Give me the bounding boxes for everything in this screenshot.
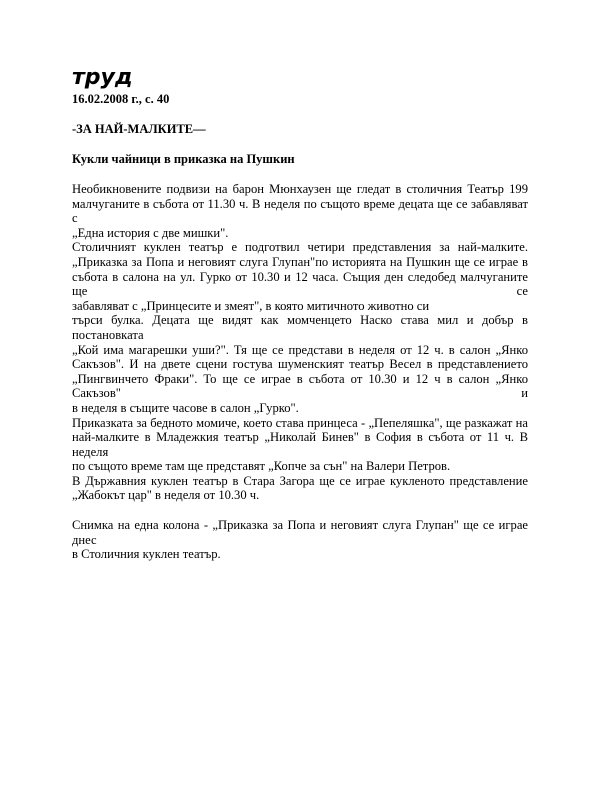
caption-line: Снимка на една колона - „Приказка за Попа и неговият слуга Глупан" ще се играе днес	[72, 518, 528, 547]
logo-wordmark: труд	[72, 66, 133, 90]
body-line: Столичният куклен театър е подготвил четири представления за най-малките.	[72, 240, 528, 255]
body-line: Сакъзов". И на двете сцени гостува шуменският театър Весел в представлението	[72, 357, 528, 372]
body-line: „Кой има магарешки уши?". Тя ще се представи в неделя от 12 ч. в салон „Янко	[72, 342, 528, 357]
body-line: забавляват с „Принцесите и змеят", в която митичното животно си	[72, 298, 430, 313]
article-headline: Кукли чайници в приказка на Пушкин	[72, 152, 295, 166]
date-line: 16.02.2008 г., с. 40	[72, 92, 170, 106]
body-line: в неделя в същите часове в салон „Гурко".	[72, 400, 299, 415]
document-page	[72, 66, 528, 562]
article-body	[72, 182, 528, 503]
body-line: Необикновените подвизи на барон Мюнхаузен ще гледат в столичния Театър 199	[72, 182, 528, 196]
body-line: малчуганите в събота от 11.30 ч. В неделя по същото време децата ще се забавляват с	[72, 196, 528, 226]
body-line: „Приказка за Попа и неговият слуга Глупан"по историята на Пушкин ще се играе в	[72, 254, 528, 269]
caption-line: в Столичния куклен театър.	[72, 547, 221, 562]
body-line: събота в салона на ул. Гурко от 10.30 и 12 часа. Същия ден следобед малчуганите ще се	[72, 269, 528, 299]
trud-logo	[72, 66, 142, 90]
section-rubric: -ЗА НАЙ-МАЛКИТЕ—	[72, 122, 206, 136]
body-line: Приказката за бедното момиче, което става принцеса - „Пепеляшка", ще разкажат на	[72, 415, 528, 430]
photo-caption	[72, 518, 528, 562]
body-line: най-малките в Младежкия театър „Николай Бинев" в София в събота от 11 ч. В неделя	[72, 430, 528, 459]
body-line: „Една история с две мишки".	[72, 225, 229, 240]
body-line: по същото време там ще представят „Копче за сън" на Валери Петров.	[72, 459, 451, 474]
body-line: В Държавния куклен театър в Стара Загора ще се играе кукленото представление	[72, 473, 528, 488]
body-line: „Жабокът цар" в неделя от 10.30 ч.	[72, 488, 260, 503]
body-line: „Пингвинчето Фраки". То ще се играе в събота от 10.30 и 12 ч в салон „Янко Сакъзов" и	[72, 371, 528, 401]
body-line: търси булка. Децата ще видят как момченцето Наско става мил и добър в постановката	[72, 313, 528, 342]
